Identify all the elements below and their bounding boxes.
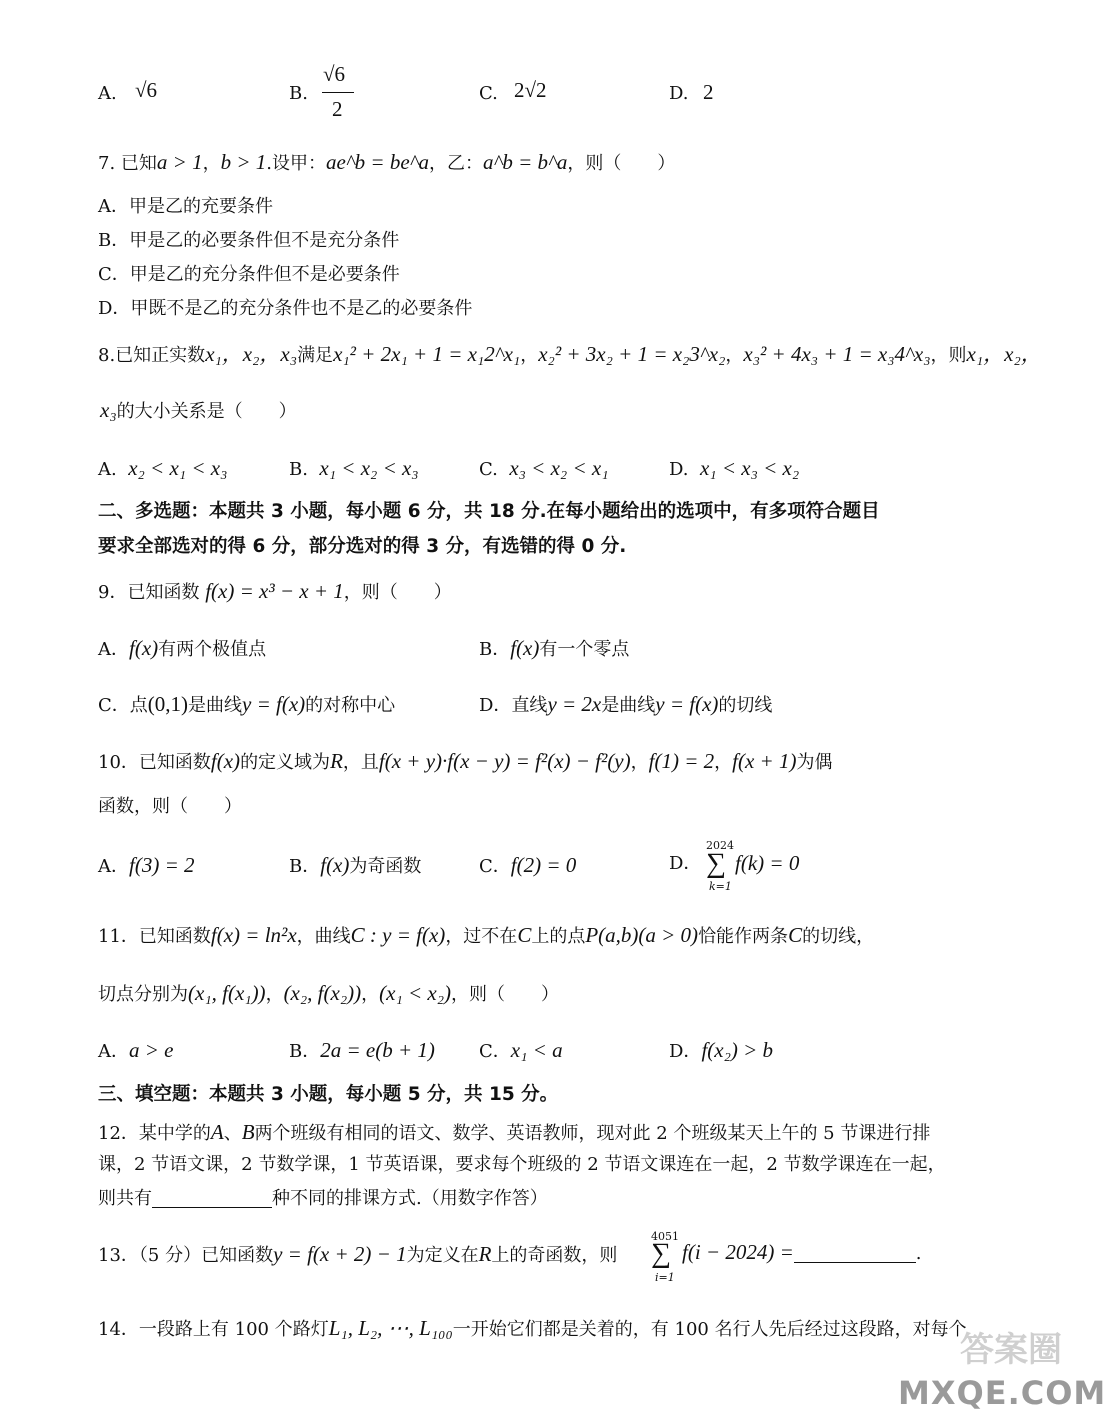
q6-option-c-value: 2√2 bbox=[514, 78, 547, 102]
q13-math-2: R bbox=[478, 1242, 492, 1266]
section2-heading-line-1: 二、多选题：本题共 3 小题，每小题 6 分，共 18 分.在每小题给出的选项中，有多项符合题目 bbox=[98, 501, 880, 522]
q9-option-d bbox=[479, 694, 772, 715]
q12-line3-text-1: 则共有 bbox=[98, 1188, 152, 1209]
q13-sum-symbol: ∑ bbox=[651, 1238, 671, 1269]
q11-math-1: f(x) = ln²x bbox=[210, 923, 297, 947]
q8-number: 8. bbox=[98, 345, 116, 366]
q12-class-a: A bbox=[210, 1120, 224, 1144]
q12-line-3 bbox=[98, 1189, 548, 1208]
q9-option-c-text-1: 点 bbox=[129, 695, 148, 716]
q6-option-b-denominator: 2 bbox=[332, 97, 343, 121]
q8-option-d-expr: x₁ < x₃ < x₂ bbox=[699, 456, 800, 480]
q13-stem-text-2: 为定义在 bbox=[406, 1245, 479, 1266]
q10-stem-text-2: 的定义域为 bbox=[240, 752, 331, 773]
q11-stem-text-4: 上的点 bbox=[531, 926, 586, 947]
q10-math-1: f(x) bbox=[210, 749, 241, 773]
q11-option-b-math: 2a = e(b + 1) bbox=[320, 1038, 435, 1062]
q9-stem bbox=[98, 581, 452, 602]
q10-option-a-letter: A． bbox=[98, 856, 129, 877]
q8-equation-3: x₃² + 4x₃ + 1 = x₃4^x₃ bbox=[743, 342, 931, 366]
q10-option-c-math: f(2) = 0 bbox=[510, 853, 577, 877]
q11-option-c bbox=[479, 1040, 563, 1061]
q11-line2-text-3: ， bbox=[361, 984, 380, 1005]
q9-option-d-curve: y = f(x) bbox=[655, 692, 719, 716]
q13-stem-text-3: 上的奇函数，则 bbox=[491, 1245, 618, 1266]
q7-stem-text-1: 已知 bbox=[120, 153, 157, 174]
q12-line-2: 课，2 节语文课，2 节数学课，1 节英语课，要求每个班级的 2 节语文课连在一起，2 节数学课连在一起， bbox=[98, 1154, 946, 1175]
q9-option-c-text-3: 的对称中心 bbox=[305, 695, 396, 716]
q8-stem-line-2 bbox=[100, 400, 297, 421]
q10-option-a bbox=[98, 855, 195, 876]
q8-option-c bbox=[479, 458, 609, 479]
q8-option-d bbox=[669, 458, 799, 479]
q6-option-b-numerator: √6 bbox=[323, 62, 346, 86]
q10-stem-text-5: ， bbox=[714, 752, 733, 773]
q8-option-a-expr: x₂ < x₁ < x₃ bbox=[128, 456, 228, 480]
q8-stem-text-3: ，则 bbox=[930, 345, 967, 366]
q11-stem-text-2: ，曲线 bbox=[296, 926, 351, 947]
q12-text-2: 、 bbox=[223, 1123, 242, 1144]
q7-stem-text-2: .设甲： bbox=[266, 153, 326, 174]
q9-option-b-text: 有一个零点 bbox=[539, 639, 630, 660]
q6-option-a-value: √6 bbox=[135, 78, 158, 102]
q14-stem bbox=[98, 1318, 967, 1339]
q10-stem-text-1: 已知函数 bbox=[138, 752, 211, 773]
q12-text-1: 12．某中学的 bbox=[98, 1123, 211, 1144]
q13-sum-top: 4051 bbox=[651, 1230, 679, 1243]
q8-tail-vars: x₁，x₂， bbox=[966, 342, 1042, 366]
q9-option-a-math: f(x) bbox=[129, 636, 159, 660]
q9-stem-text-1: 已知函数 bbox=[127, 582, 200, 603]
q9-option-c-curve: y = f(x) bbox=[242, 692, 306, 716]
q13-number: 13． bbox=[98, 1245, 139, 1266]
q7-option-b: B．甲是乙的必要条件但不是充分条件 bbox=[98, 230, 400, 251]
q13-sum-bottom: i=1 bbox=[655, 1271, 675, 1284]
q10-stem-text-6: 为偶 bbox=[796, 752, 833, 773]
q10-option-b-math: f(x) bbox=[320, 853, 350, 877]
q8-option-b-letter: B. bbox=[289, 459, 308, 480]
q9-option-d-line: y = 2x bbox=[547, 692, 602, 716]
q9-option-d-text-2: 是曲线 bbox=[601, 695, 656, 716]
q8-stem-text-2: 满足 bbox=[297, 345, 334, 366]
q7-stem bbox=[98, 152, 675, 173]
q8-stem-text-1: 已知正实数 bbox=[115, 345, 206, 366]
q9-option-d-text-1: 直线 bbox=[511, 695, 548, 716]
q8-option-c-expr: x₃ < x₂ < x₁ bbox=[509, 456, 609, 480]
q7-stem-text-4: ，则（ ） bbox=[567, 153, 676, 174]
q10-math-4: f(1) = 2 bbox=[648, 749, 715, 773]
q6-option-d-value: 2 bbox=[703, 80, 714, 104]
q8-line2-var: x₃ bbox=[100, 398, 117, 422]
q13-end: . bbox=[915, 1243, 922, 1264]
q11-option-c-math: x₁ < a bbox=[510, 1038, 563, 1062]
q14-stem-text-2: 一开始它们都是关着的，有 100 名行人先后经过这段路，对每个 bbox=[452, 1319, 967, 1340]
q10-option-d-sum-bottom: k=1 bbox=[709, 880, 732, 893]
q10-math-2: R bbox=[330, 749, 343, 773]
q6-option-b-letter: B. bbox=[289, 83, 308, 104]
q8-option-d-letter: D. bbox=[669, 459, 689, 480]
q9-stem-text-2: ，则（ ） bbox=[343, 582, 452, 603]
q10-option-d-sum-top: 2024 bbox=[706, 839, 734, 852]
q8-line2-text: 的大小关系是（ ） bbox=[116, 401, 297, 422]
q10-stem bbox=[98, 751, 832, 772]
q10-number: 10． bbox=[98, 752, 139, 773]
q8-option-c-letter: C. bbox=[479, 459, 498, 480]
q11-option-a bbox=[98, 1040, 174, 1061]
q8-option-a-letter: A. bbox=[98, 459, 117, 480]
watermark-site-text: MXQE.COM bbox=[898, 1374, 1106, 1412]
q10-option-d-sum-symbol: ∑ bbox=[706, 848, 726, 879]
q10-stem-line-2: 函数，则（ ） bbox=[98, 796, 242, 817]
q11-stem-line-2 bbox=[98, 983, 559, 1004]
q6-option-d-letter: D. bbox=[669, 83, 689, 104]
q12-answer-blank[interactable] bbox=[152, 1189, 272, 1208]
q7-stem-text-3: ，乙： bbox=[429, 153, 484, 174]
q11-line2-text-2: ， bbox=[265, 984, 284, 1005]
q11-stem-text-1: 已知函数 bbox=[138, 926, 211, 947]
q7-number: 7. bbox=[98, 153, 116, 174]
q7-jia-equation: ae^b = be^a bbox=[326, 150, 430, 174]
q12-line3-text-2: 种不同的排课方式.（用数字作答） bbox=[272, 1188, 548, 1209]
q11-line2-math-1: (x₁, f(x₁)) bbox=[188, 981, 266, 1005]
q9-option-b-letter: B． bbox=[479, 639, 511, 660]
q11-option-d-math: f(x₂) > b bbox=[701, 1038, 774, 1062]
q12-class-b: B bbox=[241, 1120, 255, 1144]
q10-option-a-math: f(3) = 2 bbox=[129, 853, 195, 877]
q11-stem-text-6: 的切线， bbox=[802, 926, 875, 947]
q11-option-c-letter: C． bbox=[479, 1041, 511, 1062]
q7-sep: ， bbox=[202, 153, 221, 174]
q13-math-1: y = f(x + 2) − 1 bbox=[273, 1242, 407, 1266]
q9-number: 9． bbox=[98, 582, 128, 603]
q11-line2-math-3: (x₁ < x₂) bbox=[379, 981, 452, 1005]
q11-stem-text-3: ，过不在 bbox=[445, 926, 518, 947]
q11-stem-text-5: 恰能作两条 bbox=[698, 926, 789, 947]
q9-option-a-letter: A． bbox=[98, 639, 129, 660]
q11-option-b bbox=[289, 1040, 435, 1061]
q11-option-b-letter: B． bbox=[289, 1041, 321, 1062]
q9-option-a bbox=[98, 638, 266, 659]
q7-yi-equation: a^b = b^a bbox=[483, 150, 568, 174]
q10-stem-text-3: ，且 bbox=[342, 752, 379, 773]
q6-option-b-fraction-bar bbox=[322, 92, 354, 93]
q10-stem-text-4: ， bbox=[630, 752, 649, 773]
q9-option-c-letter: C． bbox=[98, 695, 130, 716]
q6-option-c-letter: C. bbox=[479, 83, 498, 104]
q8-equation-1: x₁² + 2x₁ + 1 = x₁2^x₁ bbox=[333, 342, 521, 366]
q9-option-c-text-2: 是曲线 bbox=[188, 695, 243, 716]
q11-option-d-letter: D． bbox=[669, 1041, 702, 1062]
q9-function: f(x) = x³ − x + 1 bbox=[205, 579, 344, 603]
q10-option-c bbox=[479, 855, 576, 876]
q10-option-d-math: f(k) = 0 bbox=[735, 851, 800, 875]
q11-number: 11． bbox=[98, 926, 139, 947]
q13-stem bbox=[98, 1244, 617, 1265]
q8-stem: 8.已知正实数x₁，x₂，x₃满足x₁² + 2x₁ + 1 = x₁2^x₁，x₂² + 3x₂ + 1 = x₂3^x₂，x₃² + 4x₃ + 1 = x₃4^x₃，则x₁，x₂， bbox=[98, 342, 1042, 366]
q10-option-b-letter: B． bbox=[289, 856, 321, 877]
q13-stem-text-1: （5 分）已知函数 bbox=[138, 1245, 274, 1266]
q12-line-1 bbox=[98, 1122, 930, 1143]
q7-cond-b: b > 1 bbox=[220, 150, 267, 174]
q11-option-a-math: a > e bbox=[129, 1038, 174, 1062]
q9-option-b-math: f(x) bbox=[510, 636, 540, 660]
q11-math-5: C bbox=[788, 923, 803, 947]
q7-option-a: A．甲是乙的充要条件 bbox=[98, 196, 273, 217]
q7-option-d: D．甲既不是乙的充分条件也不是乙的必要条件 bbox=[98, 298, 473, 319]
q13-tail bbox=[682, 1242, 921, 1263]
q8-option-b bbox=[289, 458, 419, 479]
q9-option-b bbox=[479, 638, 629, 659]
q11-math-2: C : y = f(x) bbox=[350, 923, 446, 947]
q13-math-3: f(i − 2024) = bbox=[682, 1240, 794, 1264]
q11-line2-text-1: 切点分别为 bbox=[98, 984, 188, 1005]
q10-option-c-letter: C． bbox=[479, 856, 511, 877]
section2-heading-line-2: 要求全部选对的得 6 分，部分选对的得 3 分，有选错的得 0 分. bbox=[98, 536, 627, 557]
q11-option-d bbox=[669, 1040, 773, 1061]
q9-option-c bbox=[98, 694, 395, 715]
watermark-logo-text: 答案圈 bbox=[960, 1330, 1062, 1370]
q11-line2-math-2: (x₂, f(x₂)) bbox=[283, 981, 362, 1005]
q7-option-c: C．甲是乙的充分条件但不是必要条件 bbox=[98, 264, 400, 285]
q7-cond-a: a > 1 bbox=[156, 150, 203, 174]
q14-math-1: L₁, L₂, ⋯, L₁₀₀ bbox=[328, 1316, 453, 1340]
q14-stem-text-1: 一段路上有 100 个路灯 bbox=[138, 1319, 329, 1340]
q6-option-a-letter: A. bbox=[98, 83, 117, 104]
q8-option-b-expr: x₁ < x₂ < x₃ bbox=[319, 456, 419, 480]
q10-option-b bbox=[289, 855, 421, 876]
q8-equation-2: x₂² + 3x₂ + 1 = x₂3^x₂ bbox=[538, 342, 726, 366]
q11-stem bbox=[98, 925, 874, 946]
q10-math-3: f(x + y)·f(x − y) = f²(x) − f²(y) bbox=[378, 749, 631, 773]
q12-text-3: 两个班级有相同的语文、数学、英语教师，现对此 2 个班级某天上午的 5 节课进行排 bbox=[254, 1123, 931, 1144]
q9-option-c-point: (0,1) bbox=[147, 692, 189, 716]
q9-option-a-text: 有两个极值点 bbox=[158, 639, 267, 660]
q11-option-a-letter: A． bbox=[98, 1041, 129, 1062]
q9-option-d-letter: D． bbox=[479, 695, 512, 716]
section3-heading: 三、填空题：本题共 3 小题，每小题 5 分，共 15 分。 bbox=[98, 1084, 559, 1105]
q8-option-a bbox=[98, 458, 227, 479]
q14-number: 14． bbox=[98, 1319, 139, 1340]
q10-option-b-text: 为奇函数 bbox=[349, 856, 422, 877]
q13-answer-blank[interactable] bbox=[794, 1244, 916, 1263]
q11-math-4: P(a,b)(a > 0) bbox=[585, 923, 699, 947]
q11-math-3: C bbox=[517, 923, 532, 947]
q10-math-5: f(x + 1) bbox=[732, 749, 797, 773]
q8-vars: x₁，x₂，x₃ bbox=[205, 342, 298, 366]
q11-line2-text-4: ，则（ ） bbox=[451, 984, 560, 1005]
q9-option-d-text-3: 的切线 bbox=[718, 695, 773, 716]
q10-option-d-letter: D． bbox=[669, 853, 702, 874]
